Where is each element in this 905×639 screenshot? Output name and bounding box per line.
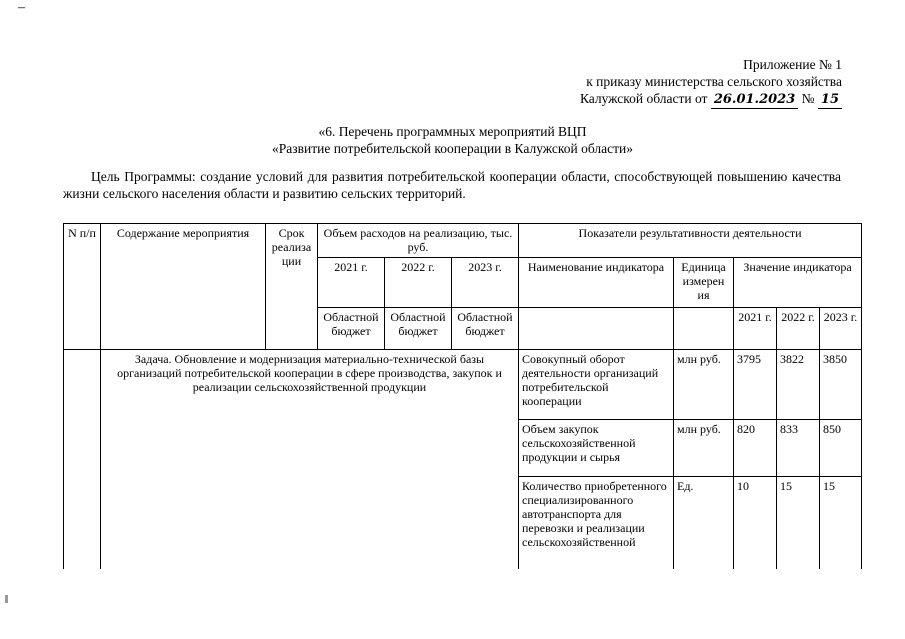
row-number-cell <box>64 350 101 569</box>
indicator-name: Количество приобретенного специализированного автотранспорта для перевозки и реализации сельскохозяйственной <box>519 477 674 569</box>
header-number: N п/п <box>64 224 101 350</box>
task-description: Задача. Обновление и модернизация материально-технической базы организаций потребительской кооперации в сфере производства, закупок и реализации сельскохозяйственной продукции <box>101 350 519 569</box>
header-content: Содержание мероприятия <box>101 224 266 350</box>
stray-dash-mark: – <box>18 0 25 15</box>
header-cost: Объем расходов на реализацию, тыс. руб. <box>318 224 519 258</box>
indicator-value-2021: 3795 <box>734 350 777 420</box>
program-activities-table <box>63 223 862 569</box>
indicator-value-2023: 15 <box>820 477 862 569</box>
indicator-value-2022: 15 <box>777 477 820 569</box>
header-empty-unit <box>674 308 734 350</box>
indicator-value-2023: 3850 <box>820 350 862 420</box>
appendix-header <box>580 56 842 109</box>
indicator-name: Совокупный оборот деятельности организаций потребительской кооперации <box>519 350 674 420</box>
indicator-value-2021: 820 <box>734 420 777 477</box>
header-year-2021: 2021 г. <box>318 258 385 308</box>
indicator-name: Объем закупок сельскохозяйственной продукции и сырья <box>519 420 674 477</box>
header-term: Срок реализа ции <box>266 224 318 350</box>
header-year-2023: 2023 г. <box>452 258 519 308</box>
title-line-2: «Развитие потребительской кооперации в Калужской области» <box>272 141 633 156</box>
header-performance: Показатели результативности деятельности <box>519 224 862 258</box>
indicator-value-2022: 833 <box>777 420 820 477</box>
scan-margin-mark <box>5 595 8 603</box>
number-label: № <box>801 91 815 106</box>
appendix-line-3-prefix: Калужской области от <box>579 91 708 106</box>
header-indicator-name: Наименование индикатора <box>519 258 674 308</box>
appendix-line-3 <box>580 90 842 109</box>
header-value-2022: 2022 г. <box>777 308 820 350</box>
header-year-2022: 2022 г. <box>385 258 452 308</box>
indicator-value-2022: 3822 <box>777 350 820 420</box>
document-title <box>0 123 905 157</box>
header-budget-2022: Областной бюджет <box>385 308 452 350</box>
indicator-value-2021: 10 <box>734 477 777 569</box>
table-row <box>64 350 862 420</box>
header-budget-2023: Областной бюджет <box>452 308 519 350</box>
header-indicator-value: Значение индикатора <box>734 258 862 308</box>
appendix-line-2: к приказу министерства сельского хозяйства <box>586 74 842 89</box>
handwritten-number: 15 <box>818 91 842 109</box>
indicator-unit: млн руб. <box>674 350 734 420</box>
indicator-value-2023: 850 <box>820 420 862 477</box>
indicator-unit: млн руб. <box>674 420 734 477</box>
title-line-1: «6. Перечень программных мероприятий ВЦП <box>318 124 587 139</box>
indicator-unit: Ед. <box>674 477 734 569</box>
header-empty-name <box>519 308 674 350</box>
header-unit: Единица измерен ия <box>674 258 734 308</box>
header-value-2021: 2021 г. <box>734 308 777 350</box>
handwritten-date: 26.01.2023 <box>711 91 798 109</box>
header-value-2023: 2023 г. <box>820 308 862 350</box>
header-budget-2021: Областной бюджет <box>318 308 385 350</box>
program-goal: Цель Программы: создание условий для развития потребительской кооперации области, способствующей повышению качества жизни сельского населения области и развитию сельских территорий. <box>63 169 841 201</box>
appendix-line-1: Приложение № 1 <box>743 57 842 72</box>
